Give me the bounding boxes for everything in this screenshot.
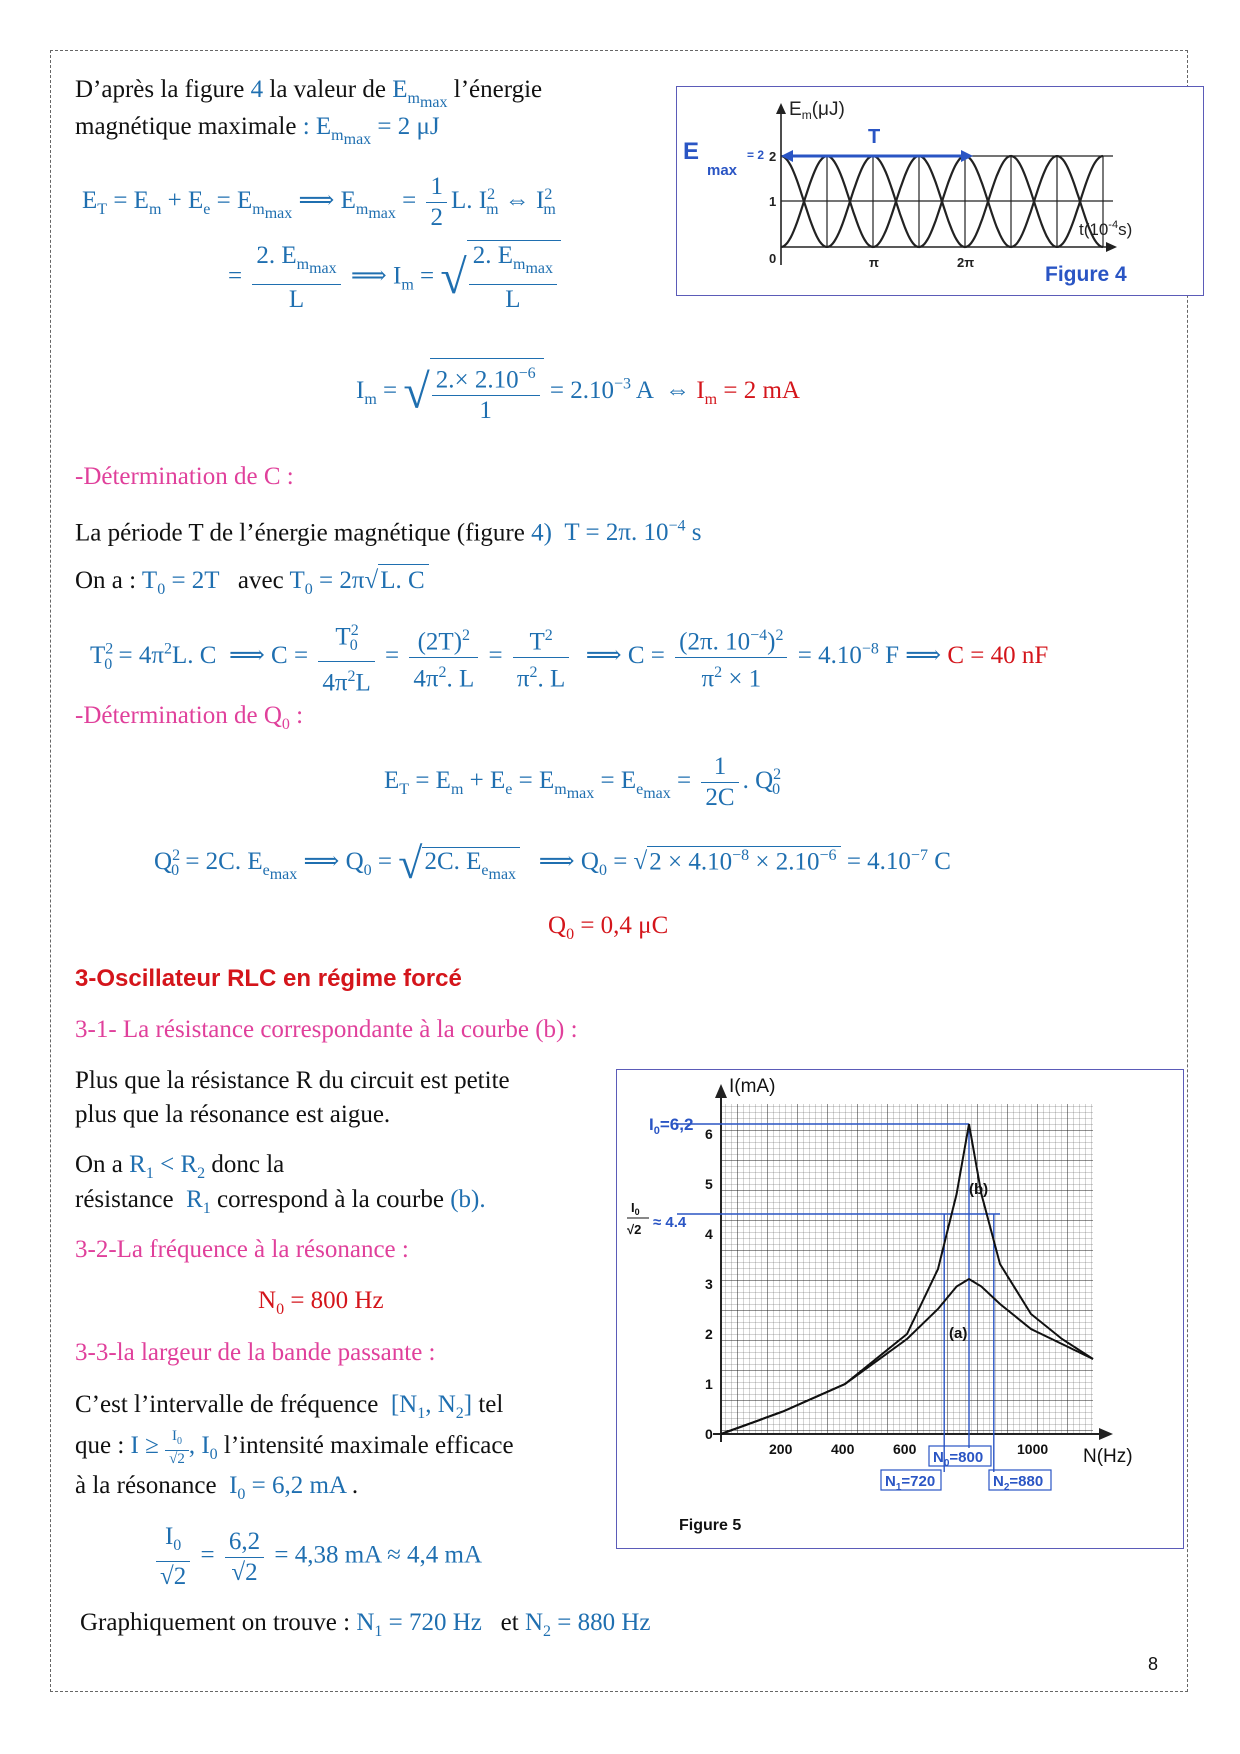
svg-text:N0=800: $N_0=800$ [933,1449,984,1469]
fig5-ytick-2: 2 [705,1326,713,1342]
s31-p3: On a $R_1 < R_2$ donc la [75,1151,285,1182]
fig4-caption: Figure 4 [1045,263,1127,286]
s33-p2: que : I ≥ $\frac{I_0}{√2}$ , $I_0$ l’intensité maximale efficace [75,1428,514,1467]
eq-im: = $\frac{2. E_{m_{max}}}{L}$ ⟹ $I_m$ = √ $\frac{2. E_{m_{max}}}{L}$ [228,240,561,315]
s32-result: $N_0 = 800$ Hz [258,1287,384,1318]
fig5-ytick-4: 4 [705,1226,713,1242]
svg-text:≈ 4.4: ≈ 4.4 [653,1214,687,1231]
section-c-title: -Détermination de C : [75,463,294,490]
fig5-n0-label [929,1446,991,1469]
fig4-y-label: $E_m(\mu J)$ [789,99,845,122]
intro-line-1: D’après la figure 4 la valeur de $E_{m_{max}}$ l’énergie [75,76,543,112]
period-line: La période T de l’énergie magnétique (figure 4) T = 2π. $10^{-4}$ s [75,518,702,547]
fig4-ytick-1: 1 [769,194,777,209]
eq-q2: $Q^2_0 = 2C$. $E_{e_{max}}$ ⟹ $Q_0 = √2C$. $E_{e_{max}}$ ⟹ $Q_0 = √2 \times 4.10^{-8} \times 2.10^{-6} = 4.10^{-7}$ C [154,839,951,888]
fig5-ytick-5: 5 [705,1176,713,1192]
fig5-i0-sqrt-label [627,1200,687,1237]
s33-p1: C’est l’intervalle de fréquence [$N_1$, $N_2$] tel [75,1391,504,1422]
fig5-ytick-3: 3 [705,1276,713,1292]
page-number: 8 [1148,1654,1159,1674]
fig4-emax-eq: = 2 [747,148,765,162]
s33-title: 3-3-la largeur de la bande passante : [75,1339,436,1366]
svg-text:I0: $I_0$ [631,1200,640,1217]
fig5-ytick-6: 6 [705,1126,713,1142]
s32-title: 3-2-La fréquence à la résonance : [75,1236,409,1263]
svg-text:N1=720: $N_1=720$ [885,1473,936,1493]
svg-text:N2=880: $N_2=880$ [993,1473,1044,1493]
figure-4 [676,86,1204,296]
fig5-y-label: I(mA) [729,1076,776,1097]
fig4-xtick-2pi: 2π [957,255,975,270]
fig5-xtick-400: 400 [831,1441,855,1457]
fig5-ytick-0: 0 [705,1426,713,1442]
figure-5-chart [617,1070,1183,1548]
eq-c: $T^2_0 = 4\pi^2L$. C ⟹ C = $\frac{T^2_0}{4\pi^2L}$ = $\frac{(2T)^2}{4\pi^2. L}$ = $\frac{T^2}{\pi^2. L}$ ⟹ C = $\frac{(2\pi. 10^{-4})^2}{\pi^2 \times 1}$ = $4.10^{-8}$ F ⟹ C = 40 nF [90,616,1048,699]
fig5-curve-b-label: (b) [969,1181,989,1198]
s31-p2: plus que la résonance est aigue. [75,1101,391,1128]
fig5-ytick-1: 1 [705,1376,713,1392]
fig4-xtick-pi: π [869,255,879,270]
fig5-major-grid [721,1104,1093,1434]
section-q-title: -Détermination de $Q_0$ : [75,702,304,733]
on-a-line: On a : $T_0 = 2T$ avec $T_0 = 2\pi√L$. C [75,564,429,606]
fig5-xtick-1000: 1000 [1017,1441,1049,1457]
fig5-curve-a-label: (a) [949,1325,968,1342]
eq-energy: $E_T = E_m + E_e = E_{m_{max}}$ ⟹ $E_{m_{max}}$ = $\frac{1}{2}$ L. $I^2_m$ ⇔ $I^2_m$ [82,173,556,231]
fig5-n1-label [881,1470,941,1493]
fig4-t-label: T [868,126,881,148]
fig4-ytick-2: 2 [769,149,777,164]
s31-title: 3-1- La résistance correspondante à la courbe (b) : [75,1016,578,1043]
fig5-xtick-200: 200 [769,1441,793,1457]
fig4-emax-sub: max [707,162,738,179]
svg-text:√2: √2 [627,1222,642,1237]
fig5-n2-label [989,1470,1051,1493]
fig5-x-label: N(Hz) [1083,1446,1133,1467]
intro-line-2: magnétique maximale : $E_{m_{max}} = 2$ μJ [75,113,440,149]
s33-calc: $\frac{I_0}{√2}$ = $\frac{6,2}{√2}$ = 4,38 mA ≈ 4,4 mA [152,1522,482,1592]
fig5-i0-label: $I_0=6,2$ [649,1115,694,1137]
fig5-caption: Figure 5 [679,1517,742,1534]
figure-4-graph [677,87,1203,295]
s31-p4: résistance $R_1$ correspond à la courbe (b). [75,1186,486,1217]
fig4-emax-label: E [683,138,700,165]
fig4-x-label: $t(10^{-4}s)$ [1079,219,1133,239]
figure-5 [616,1069,1184,1549]
s33-p3: à la résonance $I_0 = 6,2$ mA . [75,1472,359,1503]
section-3-title: 3-Oscillateur RLC en régime forcé [75,965,462,992]
fig4-ytick-0: 0 [769,251,777,266]
s31-p1: Plus que la résistance R du circuit est petite [75,1067,510,1094]
fig5-xtick-600: 600 [893,1441,917,1457]
s33-graph-result: Graphiquement on trouve : $N_1 = 720$ Hz et $N_2 = 880$ Hz [80,1609,651,1640]
eq-q1: $E_T = E_m + E_e = E_{m_{max}} = E_{e_{max}}$ = $\frac{1}{2C}$ . $Q^2_0$ [384,753,782,811]
q0-final: $Q_0 = 0,4$ μC [548,912,669,943]
eq-im-num: $I_m$ = √ $\frac{2.\times 2.10^{-6}}{1}$ = $2.10^{-3}$ A ⇔ $I_m = 2$ mA [356,358,800,426]
